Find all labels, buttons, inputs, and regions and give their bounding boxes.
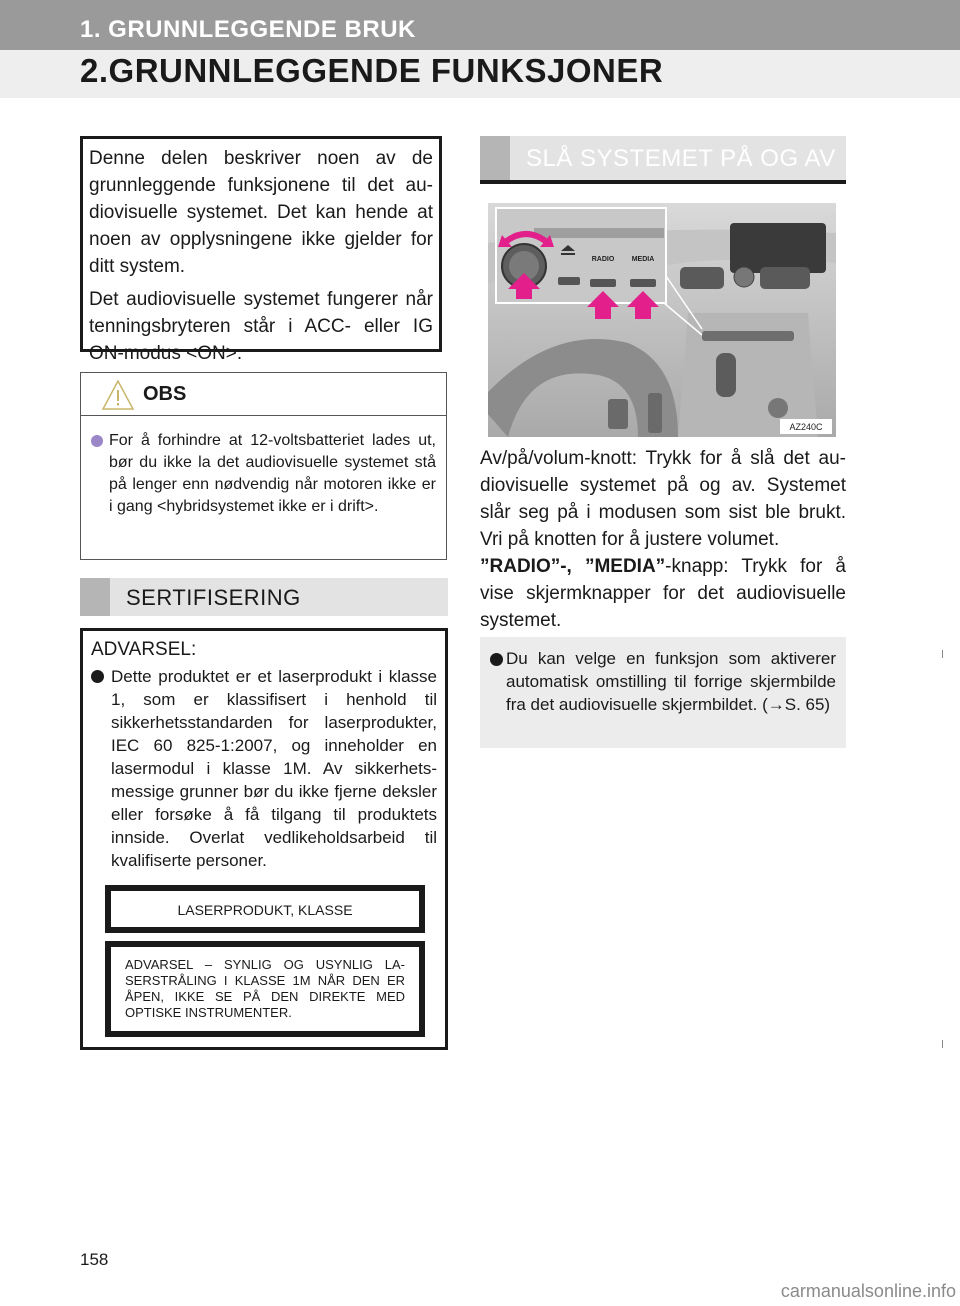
edge-mark bbox=[942, 650, 943, 658]
obs-header bbox=[81, 373, 446, 416]
section-bar bbox=[0, 0, 960, 50]
obs-box bbox=[80, 372, 447, 560]
intro-paragraph-2: Det audiovisuelle systemet fungerer når tenningsbryteren står i ACC- eller IG ON-modus <ON>. bbox=[89, 289, 433, 364]
power-heading bbox=[480, 136, 846, 184]
warning-item bbox=[91, 665, 437, 872]
edge-mark bbox=[942, 1040, 943, 1048]
obs-bullet bbox=[91, 435, 103, 447]
buttons-text: -knapp: Trykk for å vise skjermknapper for det audiovisuelle systemet. bbox=[480, 556, 847, 631]
certification-heading bbox=[80, 578, 448, 616]
laser-class-label-text: LASERPRODUKT, KLASSE bbox=[177, 902, 353, 918]
obs-label: OBS bbox=[143, 383, 187, 405]
power-heading-text: SLÅ SYSTEMET PÅ OG AV bbox=[526, 145, 836, 172]
note-box bbox=[480, 637, 846, 748]
note-text: Du kan velge en funksjon som aktiverer automatisk omstilling til forrige skjermbilde fra det audiovisuelle skjermbildet. (→S. 65) bbox=[506, 649, 836, 714]
laser-warning-label-text: ADVARSEL – SYNLIG OG USYNLIG LASERSTRÅLING I KLASSE 1M NÅR DEN ER ÅPEN, IKKE SE PÅ DEN DIREKTE MED OPTISKE INSTRUMENTER. bbox=[125, 957, 405, 1020]
certification-heading-text: SERTIFISERING bbox=[126, 585, 301, 610]
warning-triangle-icon bbox=[101, 379, 135, 411]
dashboard-figure bbox=[488, 203, 836, 437]
buttons-lead: ”RADIO”-, ”MEDIA” bbox=[480, 556, 666, 577]
warning-bullet bbox=[91, 670, 104, 683]
obs-text: For å forhindre at 12-voltsbatteriet lades ut, bør du ikke la det audiovisuelle systemet stå på lenger enn nødvendig når motoren ikke er i gang <hybridsystemet ikke er i drift>. bbox=[109, 432, 436, 515]
chapter-title: 2.GRUNNLEGGENDE FUNKSJONER bbox=[80, 52, 664, 89]
intro-paragraph-1: Denne delen beskriver noen av de grunnleggende funksjonene til det audiovisuelle systemet. Det kan hende at noen av opplysningene ikke gjelder for ditt system. bbox=[89, 148, 433, 277]
watermark[interactable]: carmanualsonline.info bbox=[780, 1281, 956, 1301]
note-bullet bbox=[490, 653, 503, 666]
laser-warning-label bbox=[105, 941, 425, 1037]
knob-description: Av/på/volum-knott: Trykk for å slå det audiovisuelle systemet på og av. Systemet slår seg på i modusen som sist ble brukt. Vri på knotten for å justere volumet. bbox=[480, 448, 846, 550]
radio-button-label: RADIO bbox=[591, 256, 615, 263]
page-number: 158 bbox=[80, 1250, 109, 1269]
figure-code: AZ240C bbox=[789, 422, 823, 432]
warning-box bbox=[80, 628, 448, 1050]
intro-box bbox=[80, 136, 442, 364]
section-label: 1. GRUNNLEGGENDE BRUK bbox=[80, 16, 416, 43]
laser-class-label bbox=[105, 885, 425, 933]
media-button-label: MEDIA bbox=[631, 256, 655, 263]
buttons-description bbox=[480, 553, 846, 634]
warning-text: Dette produktet er et laserprodukt i klasse 1, som er klassifisert i henhold til sikkerhetsstandarden for laserprodukter, IEC 60 825-1:2007, og inneholder en lasermodul i klasse 1M. Av sikkerhetsmessige grunner bør du ikke fjerne deksler eller forsøke å få tilgang til produktets innside. Overlat vedlikeholdsarbeid til kvalifiserte personer. bbox=[111, 667, 437, 870]
obs-body bbox=[81, 416, 446, 518]
warning-title: ADVARSEL: bbox=[91, 639, 197, 660]
